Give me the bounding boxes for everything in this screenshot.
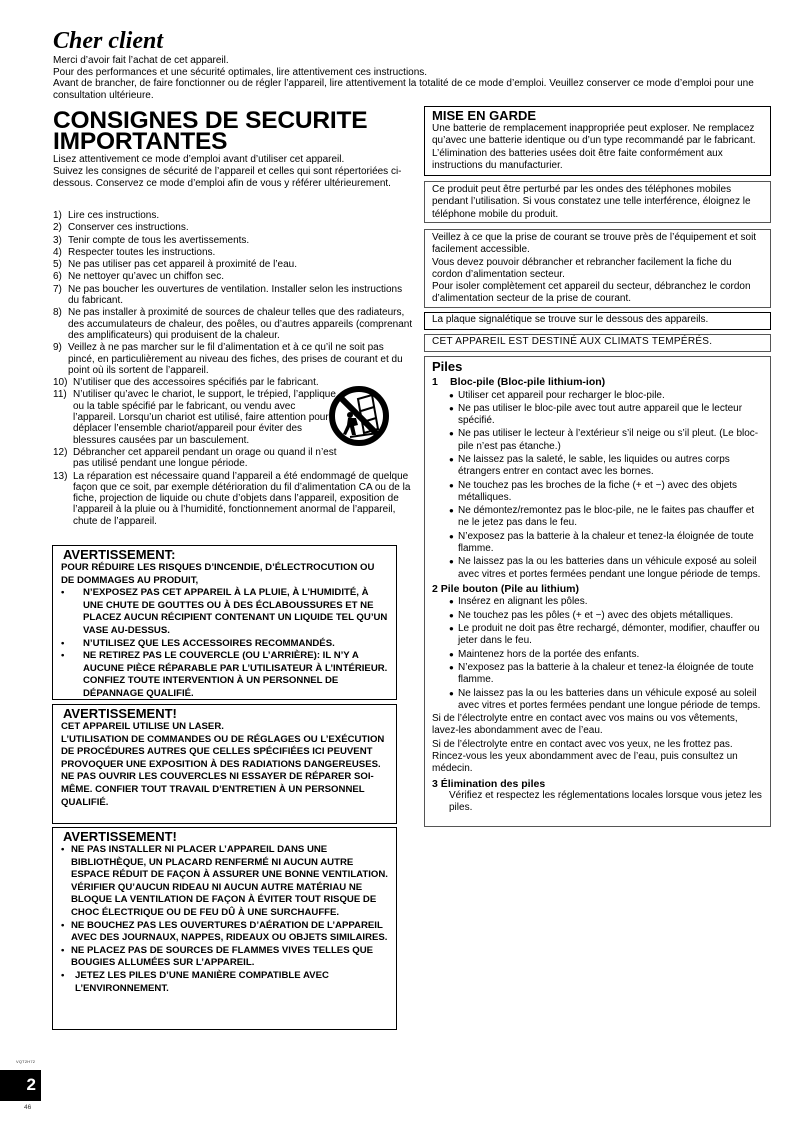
safety-heading: CONSIGNES DE SECURITE IMPORTANTES [53,107,368,155]
lede-line: Suivez les consignes de sécurité de l’appareil et celles qui sont répertoriées ci-dessous. Conservez ce mode d’emploi afin de vous y référer ultérieurement. [53,166,402,190]
item-number: 5) [53,259,62,271]
item-text: Lire ces instructions. [68,210,160,221]
list-item [53,210,413,221]
warning-bullet [61,638,390,651]
bullet-text: Ne touchez pas les pôles (+ et −) avec des objets métalliques. [458,609,734,621]
lede-line: Lisez attentivement ce mode d’emploi avant d’utiliser cet appareil. [53,154,345,165]
battery-pack-heading [432,376,763,389]
bullet-text: N’EXPOSEZ PAS CET APPAREIL À LA PLUIE, À L’HUMIDITÉ, À UNE CHUTE DE GOUTTES OU À DES ÉCLABOUSSURES ET NE PLACEZ AUCUN RÉCIPIENT CONTENANT UN LIQUIDE TEL QU’UN VASE AU-DESSUS. [83,587,388,636]
bullet-text: Ne laissez pas la ou les batteries dans un véhicule exposé au soleil avec vitres et portes fermées pendant une longue période de temps. [458,556,761,580]
list-item [53,222,413,233]
bullet-text: N’exposez pas la batterie à la chaleur et tenez-la éloignée de toute flamme. [458,661,754,686]
bullet-icon: ● [449,662,454,672]
bullet-icon: ● [449,480,454,490]
note-text: La plaque signalétique se trouve sur le dessous des appareils. [432,314,709,325]
warning-bullet [61,587,390,637]
list-item [53,235,413,246]
note-text: Veillez à ce que la prise de courant se trouve près de l’équipement et soit facilement accessible. [432,232,757,256]
bullet-text: Ne pas utiliser le bloc-pile avec tout autre appareil que le lecteur spécifié. [458,402,743,427]
item-text: Veillez à ne pas marcher sur le fil d’alimentation et à ce qu’il ne soit pas pincé, en particulièrement au niveau des fiches, des prises de courant et du point où ils sortent de l’appareil. [68,342,403,376]
bullet-item [432,505,763,530]
bullet-item [432,596,763,608]
bullet-icon: ● [449,557,454,567]
caution-title: MISE EN GARDE [432,108,537,123]
item-text: N’utiliser que des accessoires spécifiés par le fabricant. [73,377,319,389]
safety-lede [53,154,413,191]
bullet-text: NE RETIREZ PAS LE COUVERCLE (OU L’ARRIÈRE): IL N’Y A AUCUNE PIÈCE RÉPARABLE PAR L’UTILISATEUR À L’INTÉRIEUR. CONFIEZ TOUTE INTERVENTION À UN PERSONNEL DE DÉPANNAGE QUALIFIÉ. [83,650,388,699]
batteries-section [424,356,771,827]
caution-text: Une batterie de remplacement inappropriée peut exploser. Ne remplacez qu’avec une batterie identique ou d’un type recommandé par le fabricant. L’élimination des batteries usées doit être faite conformément aux instructions du manufacturier. [432,123,756,171]
item-text: Ne pas installer à proximité de sources de chaleur telles que des radiateurs, des accumulateurs de chaleur, des poêles, ou d’autres appareils (comprenant des amplificateurs) qui produisent de la chaleur. [68,307,413,341]
item-number: 11) [53,389,67,401]
climate-note [424,334,771,352]
warning-bullet [61,945,390,970]
warning-title: AVERTISSEMENT! [63,829,177,844]
warning-bullet [61,920,390,945]
bullet-icon: ● [449,403,454,413]
bullet-icon: • [61,650,65,662]
bullet-icon: • [61,844,65,855]
item-text: Ne nettoyer qu’avec un chiffon sec. [68,271,225,283]
bullet-item [432,623,763,648]
bullet-item [432,662,763,687]
bullet-text: NE BOUCHEZ PAS LES OUVERTURES D’AÉRATION DE L’APPAREIL AVEC DES JOURNAUX, NAPPES, RIDEAUX OU OBJETS SIMILAIRES. [71,919,388,944]
list-item [53,447,338,470]
electrolyte-note: Si de l’électrolyte entre en contact avec vos yeux, ne les frottez pas. Rincez-vous les yeux abondamment avec de l’eau, puis consultez un médecin. [432,738,738,775]
bullet-item [432,610,763,622]
list-item [53,389,338,445]
item-number: 8) [53,307,62,319]
note-text: CET APPAREIL EST DESTINÉ AUX CLIMATS TEMPÉRÉS. [432,336,713,347]
item-number: 4) [53,246,62,258]
item-text: Ne pas utiliser pas cet appareil à proximité de l’eau. [68,259,298,271]
bullet-icon: ● [449,454,454,464]
bullet-text: JETEZ LES PILES D’UNE MANIÈRE COMPATIBLE AVEC L’ENVIRONNEMENT. [75,969,329,994]
warning-box-general [52,545,397,700]
intro-line: Merci d’avoir fait l’achat de cet appareil. [53,55,229,66]
warning-box-ventilation [52,827,397,1030]
warning-line: L’UTILISATION DE COMMANDES OU DE RÉGLAGES OU L’EXÉCUTION DE PROCÉDURES AUTRES QUE CELLES SPÉCIFIÉES ICI PEUVENT PROVOQUER UNE EXPOSITION À DES RADIATIONS DANGEREUSES. [61,733,385,770]
bullet-item [432,454,763,479]
bullet-icon: ● [449,429,454,439]
warning-bullet [61,970,390,995]
warning-bullet [61,844,390,920]
bullet-text: Ne laissez pas la saleté, le sable, les liquides ou autres corps étrangers entrer en contact avec les bornes. [458,453,730,478]
list-item [53,271,413,282]
bullet-item [432,688,763,713]
warning-title: AVERTISSEMENT: [63,547,176,562]
item-text: Conserver ces instructions. [68,222,189,234]
item-number: 1) [53,210,62,221]
batteries-title: Piles [432,359,463,374]
intro-text [53,55,778,101]
bullet-icon: ● [449,390,454,400]
bullet-text: Ne pas utiliser le lecteur à l’extérieur s’il neige ou s’il pleut. (Le bloc-pile n’est pas étanche.) [458,428,759,452]
item-number: 10) [53,377,68,389]
list-item [53,284,413,307]
bullet-icon: ● [449,624,454,634]
bullet-icon: ● [449,531,454,541]
bullet-icon: • [61,637,65,649]
bullet-item [432,480,763,505]
bullet-text: NE PAS INSTALLER NI PLACER L’APPAREIL DANS UNE BIBLIOTHÈQUE, UN PLACARD RENFERMÉ NI AUCUN AUTRE ESPACE RÉDUIT DE FAÇON À ASSURER UNE BONNE VENTILATION. VÉRIFIER QU’AUCUN RIDEAU NI AUCUN AUTRE MATÉRIAU NE BLOQUE LA VENTILATION DE FAÇON À ÉVITER TOUT RISQUE DE CHOC ÉLECTRIQUE OU DE FEU DÛ À UNE SURCHAUFFE. [71,844,388,918]
rating-plate-note [424,312,771,330]
intro-line: Avant de brancher, de faire fonctionner ou de régler l’appareil, lire attentivement la totalité de ce mode d’emploi. Veuillez conserver ce mode d’emploi pour une consultation ultérieure. [53,78,754,101]
warning-box-laser [52,704,397,824]
item-number: 12) [53,446,68,458]
note-text: Vous devez pouvoir débrancher et rebrancher facilement la fiche du cordon d’alimentation secteur. [432,256,732,280]
item-text: Tenir compte de tous les avertissements. [68,234,250,246]
list-item [53,307,413,341]
item-text: La réparation est nécessaire quand l’appareil a été endommagé de quelque façon que ce soit, par exemple détérioration du fil d’alimentation CA ou de la fiche, projection de liquide ou chute d’objets dans l’appareil, exposition de l’appareil à la pluie ou à l’humidité, fonctionnement anormal de l’appareil, chute de l’appareil. [73,470,411,527]
bullet-item [432,649,763,661]
bullet-text: Ne démontez/remontez pas le bloc-pile, ne le faites pas chauffer et ne le jetez pas dans le feu. [458,505,755,529]
bullet-icon: ● [449,506,454,516]
mobile-phone-note [424,181,771,223]
bullet-icon: • [61,587,65,599]
section-title: Bloc-pile (Bloc-pile lithium-ion) [450,376,606,388]
bullet-icon: ● [449,597,454,607]
electrolyte-note: Si de l’électrolyte entre en contact avec vos mains ou vos vêtements, lavez-les abondamment avec de l’eau. [432,713,738,737]
page-number: 46 [24,1104,32,1111]
bullet-text: Insérez en alignant les pôles. [458,596,588,608]
coin-battery-heading: 2 Pile bouton (Pile au lithium) [432,582,580,595]
item-number: 6) [53,271,62,283]
item-text: N’utiliser qu’avec le chariot, le support, le trépied, l’applique ou la table spécifié par le fabricant, ou vendu avec l’appareil. Lorsqu’un chariot est utilisé, faire attention pour déplacer l’ensemble chariot/appareil pour éviter des blessures causées par un basculement. [73,389,336,446]
item-text: Respecter toutes les instructions. [68,246,216,258]
disposal-heading: 3 Élimination des piles [432,777,546,790]
bullet-text: Utiliser cet appareil pour recharger le bloc-pile. [458,389,665,401]
bullet-item [432,403,763,428]
section-number: 1 [432,376,438,388]
warning-bullet [61,650,390,700]
note-text: Ce produit peut être perturbé par les ondes des téléphones mobiles pendant l’utilisation. Si vous constatez une telle interférence, éloignez le téléphone mobile du produit. [432,184,751,220]
caution-box [424,106,771,176]
list-item [53,247,413,258]
item-number: 9) [53,342,62,354]
bullet-icon: • [61,944,65,956]
page-tab: 2 [0,1070,41,1101]
bullet-item [432,390,763,402]
outlet-note [424,229,771,308]
item-text: Débrancher cet appareil pendant un orage ou quand il n’est pas utilisé pendant une longue période. [73,446,337,470]
bullet-text: Le produit ne doit pas être rechargé, démonter, modifier, chauffer ou jeter dans le feu. [458,623,760,647]
bullet-text: Ne laissez pas la ou les batteries dans un véhicule exposé au soleil avec vitres et portes fermées pendant une longue période de temps. [458,687,761,711]
bullet-icon: ● [449,688,454,698]
intro-line: Pour des performances et une sécurité optimales, lire attentivement ces instructions. [53,66,428,78]
list-item [53,471,413,527]
bullet-item [432,531,763,556]
disposal-text: Vérifiez et respectez les réglementations locales lorsque vous jetez les piles. [449,790,762,814]
bullet-text: N’UTILISEZ QUE LES ACCESSOIRES RECOMMANDÉS. [83,637,335,649]
page-title: Cher client [53,28,164,54]
note-text: Pour isoler complètement cet appareil du secteur, débranchez le cordon d’alimentation secteur de la prise de courant. [432,281,751,305]
item-text: Ne pas boucher les ouvertures de ventilation. Installer selon les instructions du fabricant. [68,283,403,307]
item-number: 2) [53,222,62,234]
list-item [53,259,413,270]
document-code: VQT2H72 [16,1059,36,1064]
warning-line: CET APPAREIL UTILISE UN LASER. [61,721,224,732]
cart-tip-over-warning-icon [328,385,390,447]
warning-intro: POUR RÉDUIRE LES RISQUES D’INCENDIE, D’ÉLECTROCUTION OU DE DOMMAGES AU PRODUIT, [61,562,375,586]
bullet-icon: • [61,919,65,931]
warning-line: NE PAS OUVRIR LES COUVERCLES NI ESSAYER DE RÉPARER SOI-MÊME. CONFIER TOUT TRAVAIL D’ENTRETIEN À UN PERSONNEL QUALIFIÉ. [61,771,374,808]
bullet-item [432,428,763,453]
list-item [53,342,413,376]
bullet-text: NE PLACEZ PAS DE SOURCES DE FLAMMES VIVES TELLES QUE BOUGIES ALLUMÉES SUR L’APPAREIL. [71,944,374,969]
bullet-icon: • [61,969,65,981]
bullet-item [432,556,763,581]
bullet-text: Maintenez hors de la portée des enfants. [458,648,640,660]
item-number: 13) [53,470,68,482]
warning-title: AVERTISSEMENT! [63,706,177,721]
item-number: 7) [53,283,62,295]
bullet-icon: ● [449,649,454,659]
bullet-text: Ne touchez pas les broches de la fiche (+ et −) avec des objets métalliques. [458,479,738,503]
item-number: 3) [53,234,62,246]
bullet-text: N’exposez pas la batterie à la chaleur et tenez-la éloignée de toute flamme. [458,530,754,555]
safety-instructions-list [53,210,413,528]
bullet-icon: ● [449,610,454,620]
